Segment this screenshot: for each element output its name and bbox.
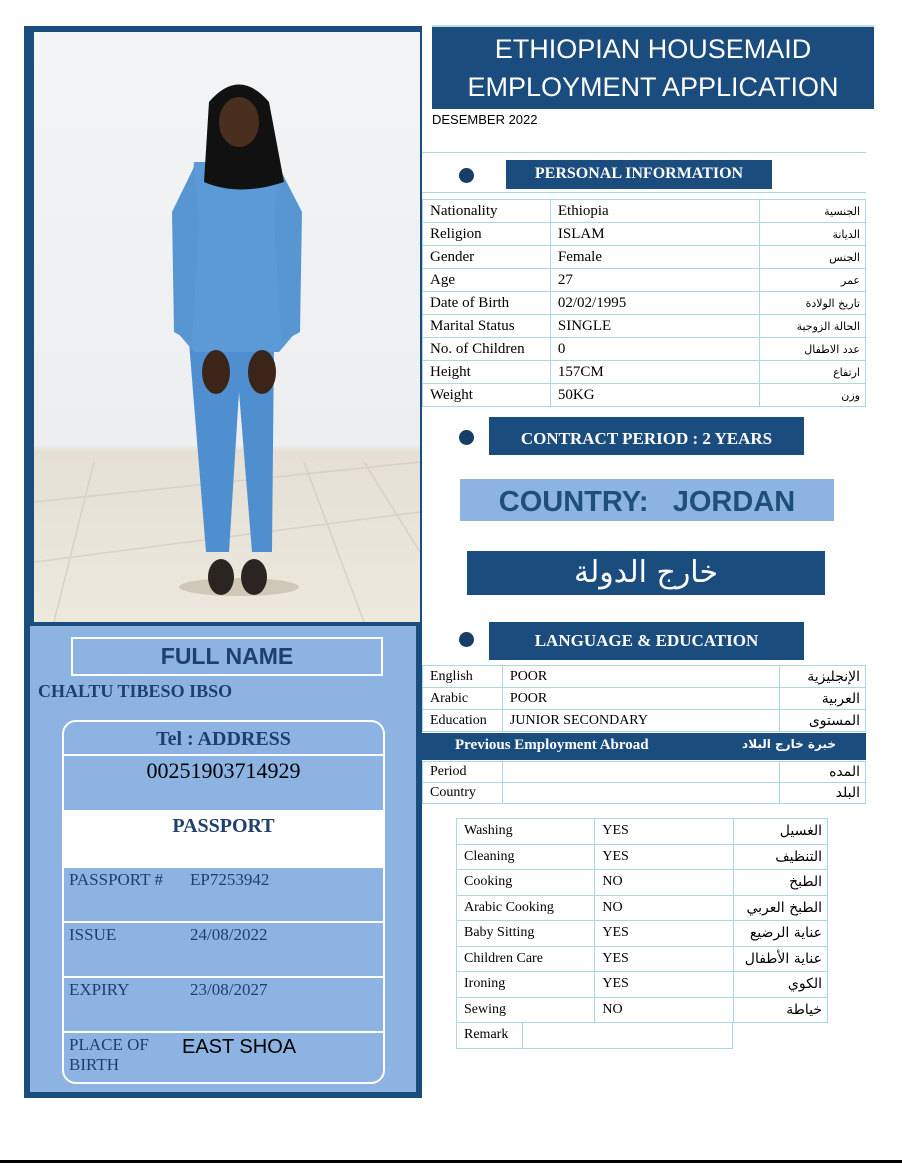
skill-row-label: Sewing bbox=[457, 997, 595, 1023]
personal-info-row bbox=[423, 384, 866, 407]
remark-divider bbox=[522, 1023, 523, 1048]
remark-row bbox=[456, 1022, 733, 1049]
skill-row bbox=[457, 946, 828, 972]
skill-row-arabic: عناية الأطفال bbox=[733, 946, 827, 972]
personal-info-row-arabic: عمر bbox=[760, 269, 866, 292]
previous-employment-row-arabic: المده bbox=[780, 762, 866, 783]
personal-info-row-arabic: ارتفاع bbox=[760, 361, 866, 384]
personal-info-row-label: Date of Birth bbox=[423, 292, 551, 315]
skill-row-label: Cooking bbox=[457, 870, 595, 896]
skill-row-label: Ironing bbox=[457, 972, 595, 998]
personal-info-row-arabic: الحالة الزوجية bbox=[760, 315, 866, 338]
bullet-dot-icon bbox=[459, 168, 474, 183]
skill-row-value: NO bbox=[595, 997, 733, 1023]
personal-info-row-arabic: وزن bbox=[760, 384, 866, 407]
applicant-photo-illustration bbox=[34, 32, 420, 622]
language-row bbox=[423, 688, 866, 710]
personal-info-row bbox=[423, 338, 866, 361]
personal-info-row-value: 27 bbox=[550, 269, 759, 292]
passport-number-row bbox=[64, 866, 383, 921]
personal-info-row-label: Marital Status bbox=[423, 315, 551, 338]
personal-info-row-value: 02/02/1995 bbox=[550, 292, 759, 315]
skill-row-value: YES bbox=[595, 946, 733, 972]
personal-info-row-value: 0 bbox=[550, 338, 759, 361]
candidate-name: CHALTU TIBESO IBSO bbox=[38, 681, 233, 701]
expiry-row bbox=[64, 976, 383, 1031]
skill-row-arabic: الغسيل bbox=[733, 819, 827, 845]
place-of-birth-row bbox=[64, 1031, 383, 1084]
skill-row-value: YES bbox=[595, 921, 733, 947]
personal-info-row bbox=[423, 315, 866, 338]
skill-row-value: YES bbox=[595, 844, 733, 870]
previous-employment-row-arabic: البلد bbox=[780, 783, 866, 804]
personal-info-table bbox=[422, 199, 866, 407]
previous-employment-row-label: Period bbox=[423, 762, 503, 783]
personal-info-row bbox=[423, 292, 866, 315]
personal-info-row-value: Female bbox=[550, 246, 759, 269]
bullet-dot-icon bbox=[459, 632, 474, 647]
country-arabic-banner: خارج الدولة bbox=[467, 551, 825, 595]
skill-row-label: Arabic Cooking bbox=[457, 895, 595, 921]
skill-row-value: YES bbox=[595, 972, 733, 998]
skill-row bbox=[457, 997, 828, 1023]
previous-employment-heading: Previous Employment Abroad bbox=[455, 737, 649, 753]
personal-info-row-label: Religion bbox=[423, 223, 551, 246]
personal-info-row-label: Age bbox=[423, 269, 551, 292]
skill-row bbox=[457, 819, 828, 845]
personal-info-row bbox=[423, 361, 866, 384]
skill-row bbox=[457, 895, 828, 921]
language-education-heading: LANGUAGE & EDUCATION bbox=[489, 622, 804, 660]
personal-info-row bbox=[423, 269, 866, 292]
personal-info-row-arabic: الجنس bbox=[760, 246, 866, 269]
language-row-arabic: العربية bbox=[780, 688, 866, 710]
language-row-value: POOR bbox=[502, 688, 779, 710]
personal-info-row-label: Weight bbox=[423, 384, 551, 407]
personal-info-row-label: Height bbox=[423, 361, 551, 384]
personal-info-row-arabic: عدد الاطفال bbox=[760, 338, 866, 361]
personal-info-row-arabic: تاريخ الولادة bbox=[760, 292, 866, 315]
language-row-label: Arabic bbox=[423, 688, 503, 710]
previous-employment-heading-arabic: خبرة خارج البلاد bbox=[742, 737, 836, 751]
skill-row-arabic: عناية الرضيع bbox=[733, 921, 827, 947]
tel-address-label: Tel : ADDRESS bbox=[156, 728, 291, 750]
issue-row bbox=[64, 921, 383, 976]
title-line-1: ETHIOPIAN HOUSEMAID bbox=[494, 34, 812, 64]
country-banner: COUNTRY: JORDAN bbox=[460, 479, 834, 521]
personal-info-row bbox=[423, 246, 866, 269]
language-table bbox=[422, 665, 866, 732]
skill-row bbox=[457, 921, 828, 947]
expiry-label: EXPIRY bbox=[69, 980, 130, 999]
previous-employment-heading-bar bbox=[422, 733, 866, 760]
issue-date: 24/08/2022 bbox=[190, 925, 268, 944]
contract-period-heading: CONTRACT PERIOD : 2 YEARS bbox=[489, 417, 804, 455]
language-row-arabic: المستوى bbox=[780, 710, 866, 732]
previous-employment-row-value bbox=[502, 783, 779, 804]
personal-info-row-label: No. of Children bbox=[423, 338, 551, 361]
skill-row-label: Washing bbox=[457, 819, 595, 845]
personal-info-row-arabic: الجنسية bbox=[760, 200, 866, 223]
divider bbox=[422, 192, 866, 193]
remark-label: Remark bbox=[464, 1027, 509, 1042]
expiry-date: 23/08/2027 bbox=[190, 980, 268, 999]
place-of-birth-label: PLACE OF BIRTH bbox=[69, 1035, 149, 1074]
language-row-arabic: الإنجليزية bbox=[780, 666, 866, 688]
personal-info-row-value: SINGLE bbox=[550, 315, 759, 338]
skill-row bbox=[457, 870, 828, 896]
full-name-heading: FULL NAME bbox=[71, 637, 383, 676]
previous-employment-row bbox=[423, 783, 866, 804]
skill-row bbox=[457, 844, 828, 870]
language-row bbox=[423, 666, 866, 688]
skill-row-label: Baby Sitting bbox=[457, 921, 595, 947]
place-of-birth-value: EAST SHOA bbox=[182, 1036, 297, 1058]
language-row-value: JUNIOR SECONDARY bbox=[502, 710, 779, 732]
personal-info-row-value: ISLAM bbox=[550, 223, 759, 246]
language-row bbox=[423, 710, 866, 732]
previous-employment-table bbox=[422, 761, 866, 804]
previous-employment-row bbox=[423, 762, 866, 783]
document-title bbox=[432, 27, 874, 109]
personal-info-row-value: 157CM bbox=[550, 361, 759, 384]
passport-number-label: PASSPORT # bbox=[69, 870, 163, 889]
personal-info-row-arabic: الديانة bbox=[760, 223, 866, 246]
passport-heading: PASSPORT bbox=[64, 810, 383, 866]
applicant-photo bbox=[34, 32, 420, 622]
skills-table bbox=[456, 818, 828, 1023]
issue-label: ISSUE bbox=[69, 925, 117, 944]
language-row-label: Education bbox=[423, 710, 503, 732]
previous-employment-row-value bbox=[502, 762, 779, 783]
skill-row-arabic: الطبخ العربي bbox=[733, 895, 827, 921]
skill-row-value: YES bbox=[595, 819, 733, 845]
personal-info-row bbox=[423, 200, 866, 223]
bullet-dot-icon bbox=[459, 430, 474, 445]
title-line-2: EMPLOYMENT APPLICATION bbox=[467, 72, 839, 102]
skill-row-arabic: خياطة bbox=[733, 997, 827, 1023]
language-row-label: English bbox=[423, 666, 503, 688]
language-row-value: POOR bbox=[502, 666, 779, 688]
page-bottom-rule bbox=[0, 1160, 902, 1163]
skill-row bbox=[457, 972, 828, 998]
tel-number: 00251903714929 bbox=[64, 754, 383, 810]
personal-info-row bbox=[423, 223, 866, 246]
skill-row-value: NO bbox=[595, 870, 733, 896]
previous-employment-row-label: Country bbox=[423, 783, 503, 804]
personal-info-row-value: Ethiopia bbox=[550, 200, 759, 223]
personal-info-row-label: Gender bbox=[423, 246, 551, 269]
divider bbox=[422, 152, 866, 153]
skill-row-arabic: الكوي bbox=[733, 972, 827, 998]
skill-row-label: Cleaning bbox=[457, 844, 595, 870]
document-date: DESEMBER 2022 bbox=[432, 112, 538, 127]
skill-row-label: Children Care bbox=[457, 946, 595, 972]
personal-info-row-label: Nationality bbox=[423, 200, 551, 223]
skill-row-value: NO bbox=[595, 895, 733, 921]
skill-row-arabic: التنظيف bbox=[733, 844, 827, 870]
personal-info-row-value: 50KG bbox=[550, 384, 759, 407]
passport-number-value: EP7253942 bbox=[190, 870, 270, 889]
personal-info-heading: PERSONAL INFORMATION bbox=[506, 160, 772, 189]
skill-row-arabic: الطبخ bbox=[733, 870, 827, 896]
contact-passport-card bbox=[62, 720, 385, 1084]
